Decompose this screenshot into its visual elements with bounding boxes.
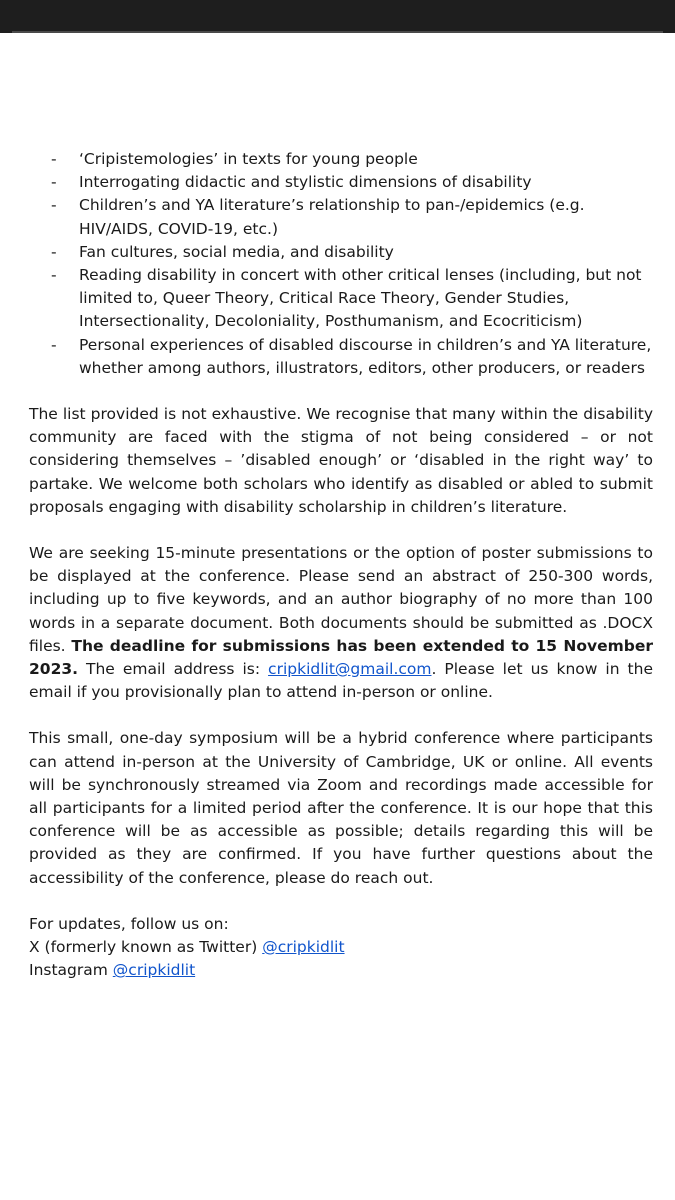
bullet-dash: - <box>51 242 57 261</box>
updates-heading: For updates, follow us on: <box>29 914 229 933</box>
bullet-dash: - <box>51 266 57 285</box>
deadline-text: The deadline for submissions has been extended to 15 November 2023. <box>29 636 653 679</box>
list-item-text: Personal experiences of disabled discourse in children’s and YA literature, whether among authors, illustrators, editors, other producers, or readers <box>79 335 652 377</box>
twitter-handle-link[interactable]: @cripkidlit <box>262 938 345 957</box>
spacer <box>29 704 653 727</box>
symposium-paragraph: This small, one-day symposium will be a hybrid conference where participants can attend in-person at the University of Cambridge, UK or online. All events will be synchronously streamed via Zoom and recordings made accessible for all participants for a limited period after the conference. It is our hope that this conference will be as accessible as possible; details regarding this will be provided as they are confirmed. If you have further questions about the accessibility of the conference, please do reach out. <box>29 729 653 887</box>
list-item <box>29 194 653 240</box>
submissions-outro: . Please let us know in the email if you provisionally plan to attend in-person or online. <box>29 660 653 702</box>
bullet-dash: - <box>51 196 57 215</box>
document-content <box>29 148 653 983</box>
bullet-dash: - <box>51 335 57 354</box>
list-note-paragraph: The list provided is not exhaustive. We recognise that many within the disability community are faced with the stigma of not being considered – or not considering themselves – ’disabled enough’ or ‘disabled in the right way’ to partake. We welcome both scholars who identify as disabled or abled to submit proposals engaging with disability scholarship in children’s literature. <box>29 405 653 516</box>
list-item <box>29 171 653 194</box>
list-item <box>29 264 653 334</box>
spacer <box>29 380 653 403</box>
list-item-text: Interrogating didactic and stylistic dimensions of disability <box>79 173 532 192</box>
bullet-dash: - <box>51 173 57 192</box>
list-item-text: Fan cultures, social media, and disability <box>79 242 394 261</box>
email-lead: The email address is: <box>78 660 269 679</box>
list-item <box>29 334 653 380</box>
list-item-text: Children’s and YA literature’s relationship to pan-/epidemics (e.g. HIV/AIDS, COVID-19, etc.) <box>79 196 585 238</box>
list-item-text: ‘Cripistemologies’ in texts for young people <box>79 150 418 168</box>
document-page <box>0 33 675 1200</box>
list-item-text: Reading disability in concert with other critical lenses (including, but not limited to, Queer Theory, Critical Race Theory, Gender Studies, Intersectionality, Decoloniality, Posthumanism, and Ecocriticism) <box>79 266 642 331</box>
twitter-line <box>29 936 653 959</box>
instagram-handle-link[interactable]: @cripkidlit <box>112 961 196 980</box>
list-item <box>29 241 653 264</box>
spacer <box>29 890 653 913</box>
submissions-paragraph <box>29 542 653 704</box>
list-item <box>29 148 653 171</box>
instagram-label: Instagram <box>29 961 113 980</box>
bullet-dash: - <box>51 150 57 168</box>
top-bar <box>0 0 675 33</box>
instagram-line <box>29 959 653 982</box>
email-link[interactable]: cripkidlit@gmail.com <box>268 660 432 679</box>
twitter-label: X (formerly known as Twitter) <box>29 938 263 957</box>
spacer <box>29 519 653 542</box>
submissions-intro: We are seeking 15-minute presentations or the option of poster submissions to be displayed at the conference. Please send an abstract of 250-300 words, including up to five keywords, and an author biography of no more than 100 words in a separate document. Both documents should be submitted as .DOCX files. <box>29 544 653 655</box>
topic-list <box>29 148 653 380</box>
